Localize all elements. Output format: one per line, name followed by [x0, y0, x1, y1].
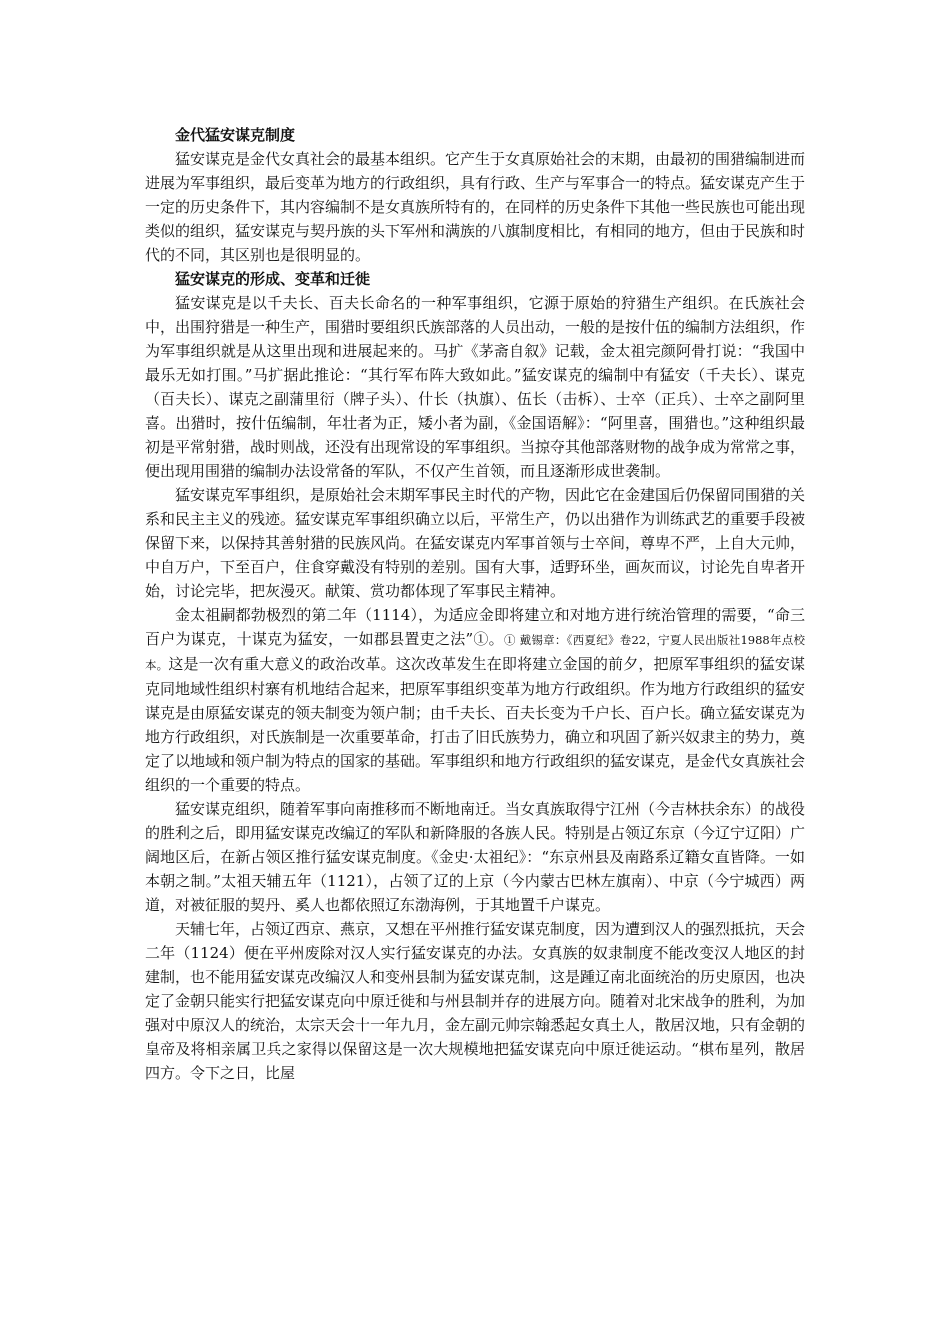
paragraph: 猛安谋克是以千夫长、百夫长命名的一种军事组织，它源于原始的狩猎生产组织。在氏族社会中，出围狩猎是一种生产，围猎时要组织氏族部落的人员出动，一般的是按什伍的编制方法组织，作为军事组织就是从这里出现和进展起来的。马扩《茅斋自叙》记载，金太祖完颜阿骨打说：“我国中最乐无如打围。”马扩据此推论：“其行军布阵大致如此。”猛安谋克的编制中有猛安（千夫长）、谋克（百夫长）、谋克之副蒲里衍（牌子头）、什长（执旗）、伍长（击柝）、士卒（正兵）、士卒之副阿里喜。出猎时，按什伍编制，年壮者为正，矮小者为副，《金国语解》：“阿里喜，围猎也。”这种组织最初是平常射猎，战时则战，还没有出现常设的军事组织。当掠夺其他部落财物的战争成为常常之事，便出现用围猎的编制办法设常备的军队，不仅产生首领，而且逐渐形成世袭制。 [145, 294, 806, 480]
footnote: ① 戴锡章：《西夏纪》卷22，宁夏人民出版社1988年点校本。 [145, 633, 805, 672]
section-heading-2: 猛安谋克的形成、变革和迁徙 [175, 270, 371, 288]
paragraph-with-footnote [145, 603, 805, 797]
paragraph: 天辅七年，占领辽西京、燕京，又想在平州推行猛安谋克制度，因为遭到汉人的强烈抵抗，天会二年（1124）便在平州废除对汉人实行猛安谋克的办法。女真族的奴隶制度不能改变汉人地区的封建制，也不能用猛安谋克改编汉人和变州县制为猛安谋克制，这是踵辽南北面统治的历史原因，也决定了金朝只能实行把猛安谋克向中原迁徙和与州县制并存的进展方向。随着对北宋战争的胜利，为加强对中原汉人的统治，太宗天会十一年九月，金左副元帅宗翰悉起女真土人，散居汉地，只有金朝的皇帝及将相亲属卫兵之家得以保留这是一次大规模地把猛安谋克向中原迁徙运动。“棋布星列，散居四方。令下之日，比屋 [145, 920, 806, 1082]
paragraph: 猛安谋克组织，随着军事向南推移而不断地南迁。当女真族取得宁江州（今吉林扶余东）的战役的胜利之后，即用猛安谋克改编辽的军队和新降服的各族人民。特别是占领辽东京（今辽宁辽阳）广阔地区后，在新占领区推行猛安谋克制度。《金史·太祖纪》：“东京州县及南路系辽籍女直皆降。一如本朝之制。”太祖天辅五年（1121），占领了辽的上京（今内蒙古巴林左旗南）、中京（今宁城西）两道，对被征服的契丹、奚人也都依照辽东渤海例，于其地置千户谋克。 [145, 800, 806, 914]
document-body [145, 123, 805, 1085]
paragraph-text: 金太祖嗣都勃极烈的第二年（1114），为适应金即将建立和对地方进行统治管理的需要，“命三百户为谋克，十谋克为猛安，一如郡县置吏之法”①。 [145, 606, 805, 648]
section-heading-1: 金代猛安谋克制度 [175, 126, 296, 144]
paragraph: 猛安谋克是金代女真社会的最基本组织。它产生于女真原始社会的末期，由最初的围猎编制进而进展为军事组织，最后变革为地方的行政组织，具有行政、生产与军事合一的特点。猛安谋克产生于一定的历史条件下，其内容编制不是女真族所特有的，在同样的历史条件下其他一些民族也可能出现类似的组织，猛安谋克与契丹族的头下军州和满族的八旗制度相比，有相同的地方，但由于民族和时代的不同，其区别也是很明显的。 [145, 150, 806, 264]
paragraph: 猛安谋克军事组织，是原始社会末期军事民主时代的产物，因此它在金建国后仍保留同围猎的关系和民主主义的残迹。猛安谋克军事组织确立以后，平常生产，仍以出猎作为训练武艺的重要手段被保留下来，以保持其善射猎的民族风尚。在猛安谋克内军事首领与士卒间，尊卑不严，上自大元帅，中自万户，下至百户，住食穿戴没有特别的差别。国有大事，适野环坐，画灰而议，讨论先自卑者开始，讨论完毕，把灰漫灭。献策、赏功都体现了军事民主精神。 [145, 486, 806, 600]
paragraph-text: 这是一次有重大意义的政治改革。这次改革发生在即将建立金国的前夕，把原军事组织的猛安谋克同地域性组织村寨有机地结合起来，把原军事组织变革为地方行政组织。作为地方行政组织的猛安谋克是由原猛安谋克的领夫制变为领户制；由千夫长、百夫长变为千户长、百户长。确立猛安谋克为地方行政组织，对氏族制是一次重要革命，打击了旧氏族势力，确立和巩固了新兴奴隶主的势力，奠定了以地域和领户制为特点的国家的基础。军事组织和地方行政组织的猛安谋克，是金代女真族社会组织的一个重要的特点。 [145, 655, 806, 794]
